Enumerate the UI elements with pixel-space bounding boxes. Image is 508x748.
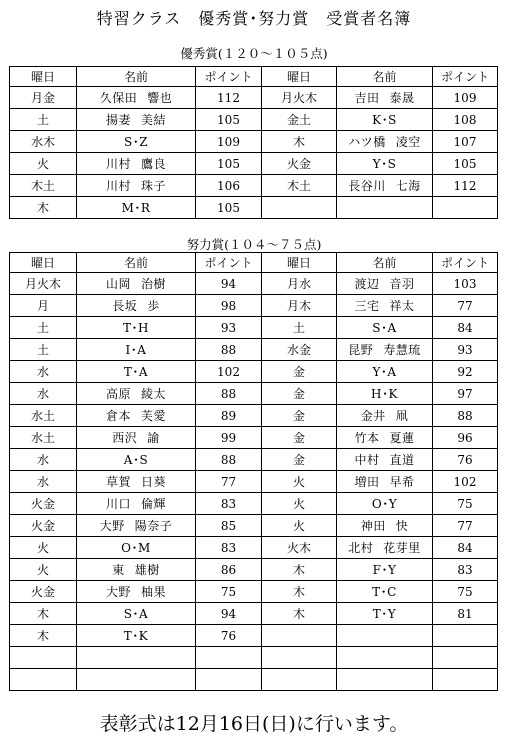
name-cell — [77, 295, 196, 317]
name-cell — [77, 317, 196, 339]
name-cell — [337, 131, 433, 153]
table-row — [10, 295, 498, 317]
column-header-name: 名前 — [77, 67, 196, 87]
points-cell: 76 — [433, 449, 498, 471]
given-name: 音羽 — [389, 277, 415, 291]
name-cell — [337, 175, 433, 197]
points-cell: 76 — [196, 625, 262, 647]
table-row — [10, 361, 498, 383]
day-cell: 月火木 — [10, 273, 77, 295]
table-row — [10, 581, 498, 603]
table-row — [10, 131, 498, 153]
points-cell: 96 — [433, 427, 498, 449]
day-cell: 月金 — [10, 87, 77, 109]
day-cell: 月木 — [262, 295, 337, 317]
given-name: 鷹良 — [141, 157, 167, 171]
surname: Y･S — [372, 157, 397, 171]
day-cell — [10, 647, 77, 669]
given-name: 直道 — [389, 453, 415, 467]
points-cell: 94 — [196, 603, 262, 625]
points-cell: 88 — [196, 339, 262, 361]
name-cell — [337, 471, 433, 493]
points-cell: 77 — [196, 471, 262, 493]
points-cell: 105 — [196, 197, 262, 219]
given-name: 凌空 — [395, 135, 421, 149]
table-header-row — [10, 253, 498, 273]
surname: S･A — [123, 607, 149, 621]
given-name: 諭 — [147, 431, 160, 445]
day-cell: 火 — [262, 471, 337, 493]
points-cell: 88 — [433, 405, 498, 427]
points-cell: 77 — [433, 295, 498, 317]
day-cell: 月火木 — [262, 87, 337, 109]
given-name: 夏蓮 — [389, 431, 415, 445]
given-name: 凧 — [395, 409, 409, 423]
points-cell: 105 — [196, 109, 262, 131]
day-cell — [262, 197, 337, 219]
name-cell — [77, 647, 196, 669]
points-cell: 94 — [196, 273, 262, 295]
points-cell: 103 — [433, 273, 498, 295]
name-cell — [337, 405, 433, 427]
name-cell — [77, 87, 196, 109]
surname: 大野 — [99, 519, 125, 533]
points-cell: 109 — [433, 87, 498, 109]
name-cell — [337, 197, 433, 219]
points-cell: 75 — [433, 581, 498, 603]
column-header-day: 曜日 — [10, 67, 77, 87]
surname: 神田 — [360, 519, 386, 533]
day-cell: 木 — [262, 559, 337, 581]
name-cell — [337, 153, 433, 175]
name-cell — [77, 515, 196, 537]
surname: 中村 — [354, 453, 380, 467]
table-row — [10, 669, 498, 691]
given-name: 倫輝 — [141, 497, 167, 511]
table-row — [10, 493, 498, 515]
points-cell: 83 — [196, 493, 262, 515]
day-cell: 木 — [262, 581, 337, 603]
table-row — [10, 153, 498, 175]
given-name: 綾太 — [141, 387, 167, 401]
surname: O･M — [121, 541, 151, 555]
name-cell — [337, 537, 433, 559]
surname: 草賀 — [105, 475, 131, 489]
surname: 久保田 — [99, 91, 138, 105]
name-cell — [77, 131, 196, 153]
surname: M･R — [121, 201, 151, 215]
table-row — [10, 405, 498, 427]
points-cell: 84 — [433, 317, 498, 339]
name-cell — [337, 449, 433, 471]
day-cell: 水 — [10, 449, 77, 471]
surname: 高原 — [105, 387, 131, 401]
given-name: 美結 — [141, 113, 167, 127]
column-header-points: ポイント — [196, 67, 262, 87]
name-cell — [77, 669, 196, 691]
table-row — [10, 197, 498, 219]
column-header-points: ポイント — [433, 67, 498, 87]
name-cell — [77, 625, 196, 647]
given-name: 祥太 — [389, 299, 415, 313]
day-cell: 月水 — [262, 273, 337, 295]
name-cell — [77, 603, 196, 625]
day-cell: 火金 — [262, 153, 337, 175]
day-cell: 水 — [10, 361, 77, 383]
surname: F･Y — [372, 563, 397, 577]
surname: 川口 — [105, 497, 131, 511]
column-header-day: 曜日 — [262, 67, 337, 87]
day-cell — [262, 647, 337, 669]
name-cell — [337, 109, 433, 131]
given-name: 快 — [395, 519, 409, 533]
points-cell: 83 — [433, 559, 498, 581]
day-cell: 金 — [262, 361, 337, 383]
day-cell: 火 — [262, 493, 337, 515]
surname: H･K — [371, 387, 398, 401]
table-row — [10, 317, 498, 339]
table-row — [10, 109, 498, 131]
effort-award-table — [9, 252, 498, 691]
surname: 川村 — [105, 179, 131, 193]
given-name: 珠子 — [141, 179, 167, 193]
given-name: 治樹 — [141, 277, 167, 291]
points-cell: 99 — [196, 427, 262, 449]
surname: A･S — [123, 453, 149, 467]
surname: 揚妻 — [105, 113, 131, 127]
given-name: 陽奈子 — [134, 519, 173, 533]
day-cell: 火木 — [262, 537, 337, 559]
points-cell: 83 — [196, 537, 262, 559]
day-cell — [262, 669, 337, 691]
name-cell — [77, 559, 196, 581]
day-cell: 木 — [262, 603, 337, 625]
table-row — [10, 427, 498, 449]
points-cell: 86 — [196, 559, 262, 581]
surname: T･K — [123, 629, 149, 643]
table-row — [10, 339, 498, 361]
name-cell — [77, 273, 196, 295]
table-row — [10, 559, 498, 581]
points-cell: 107 — [433, 131, 498, 153]
name-cell — [337, 361, 433, 383]
name-cell — [77, 471, 196, 493]
points-cell: 81 — [433, 603, 498, 625]
table-row — [10, 273, 498, 295]
points-cell: 88 — [196, 449, 262, 471]
day-cell: 木 — [262, 131, 337, 153]
points-cell: 89 — [196, 405, 262, 427]
name-cell — [337, 493, 433, 515]
excellence-award-title: 優秀賞(１２０～１０５点) — [180, 46, 328, 61]
name-cell — [337, 295, 433, 317]
day-cell: 水土 — [10, 427, 77, 449]
day-cell: 木 — [10, 197, 77, 219]
surname: 北村 — [348, 541, 374, 555]
table-row — [10, 449, 498, 471]
points-cell: 93 — [433, 339, 498, 361]
surname: O･Y — [371, 497, 398, 511]
given-name: 七海 — [395, 179, 421, 193]
name-cell — [337, 427, 433, 449]
points-cell: 112 — [433, 175, 498, 197]
points-cell: 109 — [196, 131, 262, 153]
day-cell: 火 — [10, 559, 77, 581]
day-cell: 火金 — [10, 515, 77, 537]
given-name: 泰晟 — [389, 91, 415, 105]
table-row — [10, 515, 498, 537]
surname: 長坂 — [112, 299, 138, 313]
column-header-points: ポイント — [196, 253, 262, 273]
table-row — [10, 537, 498, 559]
ceremony-notice: 表彰式は12月16日(日)に行います。 — [99, 713, 409, 735]
day-cell: 金 — [262, 449, 337, 471]
name-cell — [77, 361, 196, 383]
name-cell — [77, 449, 196, 471]
points-cell: 98 — [196, 295, 262, 317]
surname: T･Y — [372, 607, 397, 621]
name-cell — [77, 197, 196, 219]
name-cell — [337, 669, 433, 691]
name-cell — [77, 339, 196, 361]
day-cell: 土 — [10, 109, 77, 131]
points-cell — [433, 669, 498, 691]
surname: 金井 — [360, 409, 386, 423]
day-cell: 水 — [10, 383, 77, 405]
name-cell — [337, 317, 433, 339]
name-cell — [77, 383, 196, 405]
name-cell — [337, 647, 433, 669]
name-cell — [77, 427, 196, 449]
given-name: 日葵 — [141, 475, 167, 489]
day-cell: 火 — [10, 153, 77, 175]
day-cell: 月 — [10, 295, 77, 317]
points-cell: 84 — [433, 537, 498, 559]
points-cell: 93 — [196, 317, 262, 339]
surname: 吉田 — [354, 91, 380, 105]
day-cell: 土 — [10, 339, 77, 361]
given-name: 花芽里 — [383, 541, 421, 555]
day-cell: 火金 — [10, 493, 77, 515]
table-row — [10, 383, 498, 405]
surname: S･Z — [123, 135, 149, 149]
name-cell — [337, 87, 433, 109]
day-cell — [262, 625, 337, 647]
table-row — [10, 603, 498, 625]
day-cell: 木土 — [10, 175, 77, 197]
day-cell: 木土 — [262, 175, 337, 197]
surname: T･H — [123, 321, 149, 335]
effort-award-title: 努力賞(１０４～７５点) — [186, 237, 322, 252]
name-cell — [77, 153, 196, 175]
day-cell: 土 — [262, 317, 337, 339]
excellence-award-table — [9, 66, 498, 219]
day-cell: 水土 — [10, 405, 77, 427]
points-cell: 85 — [196, 515, 262, 537]
surname: 三宅 — [354, 299, 380, 313]
column-header-day: 曜日 — [10, 253, 77, 273]
excellence-rows — [10, 87, 498, 219]
name-cell — [337, 581, 433, 603]
given-name: 芙愛 — [141, 409, 167, 423]
points-cell: 75 — [196, 581, 262, 603]
surname: I･A — [125, 343, 147, 357]
day-cell: 金 — [262, 405, 337, 427]
surname: 西沢 — [112, 431, 138, 445]
day-cell: 火金 — [10, 581, 77, 603]
day-cell: 水 — [10, 471, 77, 493]
surname: K･S — [372, 113, 397, 127]
name-cell — [337, 559, 433, 581]
column-header-name: 名前 — [77, 253, 196, 273]
name-cell — [337, 339, 433, 361]
name-cell — [337, 383, 433, 405]
day-cell: 金 — [262, 383, 337, 405]
name-cell — [77, 405, 196, 427]
surname: 渡辺 — [354, 277, 380, 291]
day-cell: 土 — [10, 317, 77, 339]
points-cell — [433, 625, 498, 647]
points-cell: 102 — [433, 471, 498, 493]
points-cell: 112 — [196, 87, 262, 109]
points-cell: 105 — [196, 153, 262, 175]
name-cell — [77, 109, 196, 131]
name-cell — [337, 515, 433, 537]
given-name: 雄樹 — [134, 563, 160, 577]
day-cell: 木 — [10, 603, 77, 625]
name-cell — [337, 603, 433, 625]
points-cell: 106 — [196, 175, 262, 197]
surname: 増田 — [354, 475, 380, 489]
points-cell: 102 — [196, 361, 262, 383]
name-cell — [337, 625, 433, 647]
given-name: 寿慧琉 — [383, 343, 421, 357]
given-name: 響也 — [147, 91, 173, 105]
given-name: 歩 — [147, 299, 160, 313]
surname: 大野 — [105, 585, 131, 599]
surname: 川村 — [105, 157, 131, 171]
table-row — [10, 87, 498, 109]
points-cell: 105 — [433, 153, 498, 175]
name-cell — [77, 581, 196, 603]
table-row — [10, 471, 498, 493]
table-row — [10, 647, 498, 669]
points-cell — [196, 647, 262, 669]
points-cell: 75 — [433, 493, 498, 515]
effort-rows — [10, 273, 498, 691]
surname: ハツ橋 — [348, 135, 386, 149]
day-cell — [10, 669, 77, 691]
points-cell — [433, 647, 498, 669]
day-cell: 金土 — [262, 109, 337, 131]
given-name: 柚果 — [141, 585, 167, 599]
surname: Y･A — [372, 365, 397, 379]
column-header-name: 名前 — [337, 67, 433, 87]
points-cell: 108 — [433, 109, 498, 131]
surname: 倉本 — [105, 409, 131, 423]
table-row — [10, 175, 498, 197]
surname: 東 — [112, 563, 125, 577]
table-row — [10, 625, 498, 647]
day-cell: 火 — [262, 515, 337, 537]
name-cell — [77, 537, 196, 559]
day-cell: 金 — [262, 427, 337, 449]
name-cell — [337, 273, 433, 295]
column-header-day: 曜日 — [262, 253, 337, 273]
day-cell: 火 — [10, 537, 77, 559]
column-header-points: ポイント — [433, 253, 498, 273]
surname: 長谷川 — [348, 179, 386, 193]
points-cell: 77 — [433, 515, 498, 537]
surname: T･A — [123, 365, 149, 379]
points-cell: 88 — [196, 383, 262, 405]
points-cell — [433, 197, 498, 219]
day-cell: 木 — [10, 625, 77, 647]
day-cell: 水木 — [10, 131, 77, 153]
document-title: 特習クラス 優秀賞･努力賞 受賞者名簿 — [96, 9, 412, 28]
surname: S･A — [372, 321, 397, 335]
day-cell: 水金 — [262, 339, 337, 361]
points-cell: 92 — [433, 361, 498, 383]
column-header-name: 名前 — [337, 253, 433, 273]
table-header-row — [10, 67, 498, 87]
name-cell — [77, 175, 196, 197]
surname: 山岡 — [105, 277, 131, 291]
points-cell — [196, 669, 262, 691]
name-cell — [77, 493, 196, 515]
surname: 竹本 — [354, 431, 380, 445]
surname: T･C — [372, 585, 397, 599]
surname: 昆野 — [348, 343, 374, 357]
given-name: 早希 — [389, 475, 415, 489]
points-cell: 97 — [433, 383, 498, 405]
